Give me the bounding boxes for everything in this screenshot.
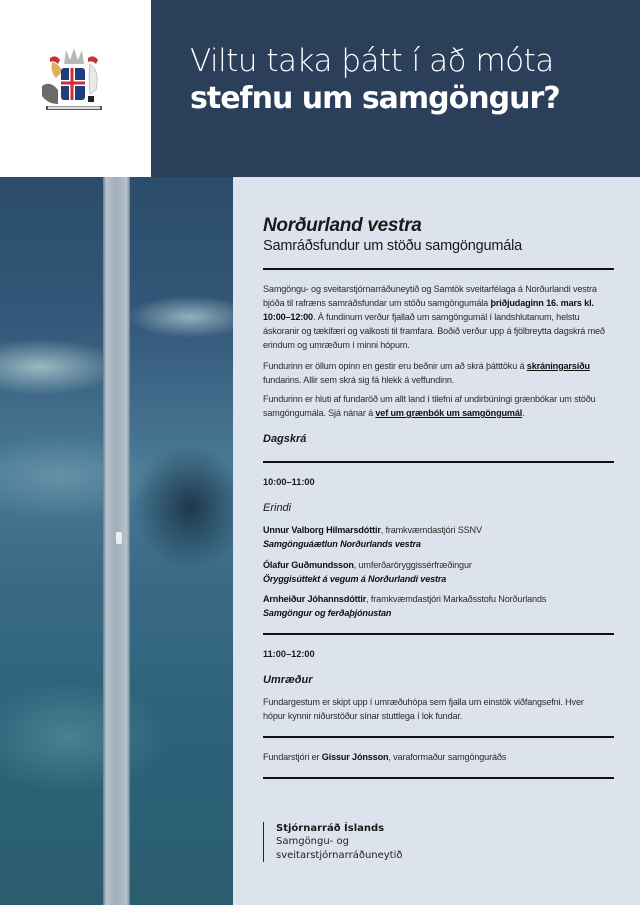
agenda-title-talks: Erindi	[263, 502, 292, 514]
chair-name: Gissur Jónsson	[321, 752, 389, 762]
divider	[263, 633, 614, 635]
divider	[263, 268, 614, 270]
divider	[263, 461, 614, 463]
intro-paragraph: Samgöngu- og sveitarstjórnarráðuneytið og Samtök sveitarfélaga á Norðurlandi vestra bjóða til rafræns samráðsfundar um stöðu samgöngumála þriðjudaginn 16. mars kl. 10:00–12:00. Á fundinum verður fjallað um samgöngumál í landshlutanum, helstu áskoranir og tækifæri og valkosti til framfara. Boðið verður upp á fjölbreytta dagskrá með erindum og umræðum í minni hópum.	[263, 284, 605, 350]
talk-item: Arnheiður Jóhannsdóttir, framkvæmdastjóri Markaðsstofu Norðurlands Samgöngur og ferðaþjónustan	[263, 594, 547, 618]
chair-line: Fundarstjóri er Gissur Jónsson, varaformaður samgönguráðs	[263, 752, 507, 762]
discussion-description: Fundargestum er skipt upp í umræðuhópa sem fjalla um einstök viðfangsefni. Hver hópur kynnir niðurstöður sínar stuttlega í lok fundar.	[263, 697, 584, 721]
car	[116, 532, 122, 544]
registration-paragraph: Fundurinn er öllum opinn en gestir eru beðnir um að skrá þátttöku á skráningarsíðu fundarins. Allir sem skrá sig fá hlekk á veffundinn.	[263, 361, 590, 385]
header-banner	[0, 0, 640, 177]
agenda-title-discussion: Umræður	[263, 674, 313, 686]
talk-item: Ólafur Guðmundsson, umferðaröryggissérfræðingur Öryggisúttekt á vegum á Norðurlandi vestra	[263, 560, 472, 584]
divider	[263, 736, 614, 738]
coat-of-arms-icon	[36, 46, 112, 122]
agenda-time-2: 11:00–12:00	[263, 649, 315, 659]
ministry-brand	[263, 822, 403, 862]
event-date: þriðjudaginn 16. mars kl. 10:00–12:00	[263, 298, 594, 322]
headline	[190, 42, 560, 118]
headline-line2: stefnu um samgöngur?	[190, 81, 560, 116]
brand-ministry-line1: Samgöngu- og	[276, 836, 349, 847]
brand-org: Stjórnarráð Íslands	[276, 823, 385, 834]
green-paper-link[interactable]: vef um grænbók um samgöngumál	[375, 408, 523, 418]
divider	[263, 777, 614, 779]
event-region: Norðurland vestra	[263, 215, 422, 236]
headline-line1: Viltu taka þátt í að móta	[190, 43, 554, 79]
logo-box	[0, 0, 151, 177]
aerial-bridge-photo	[0, 177, 233, 905]
series-paragraph: Fundurinn er hluti af fundaröð um allt land í tilefni af undirbúningi grænbókar um stöðu samgöngumála. Sjá nánar á vef um grænbók um samgöngumál.	[263, 394, 596, 418]
registration-link[interactable]: skráningarsíðu	[526, 361, 590, 371]
agenda-time-1: 10:00–11:00	[263, 477, 315, 487]
brand-ministry-line2: sveitarstjórnarráðuneytið	[276, 850, 403, 861]
event-subtitle: Samráðsfundur um stöðu samgöngumála	[263, 238, 522, 254]
agenda-heading: Dagskrá	[263, 433, 307, 445]
talk-item: Unnur Valborg Hilmarsdóttir, framkvæmdastjóri SSNV Samgönguáætlun Norðurlands vestra	[263, 525, 482, 549]
